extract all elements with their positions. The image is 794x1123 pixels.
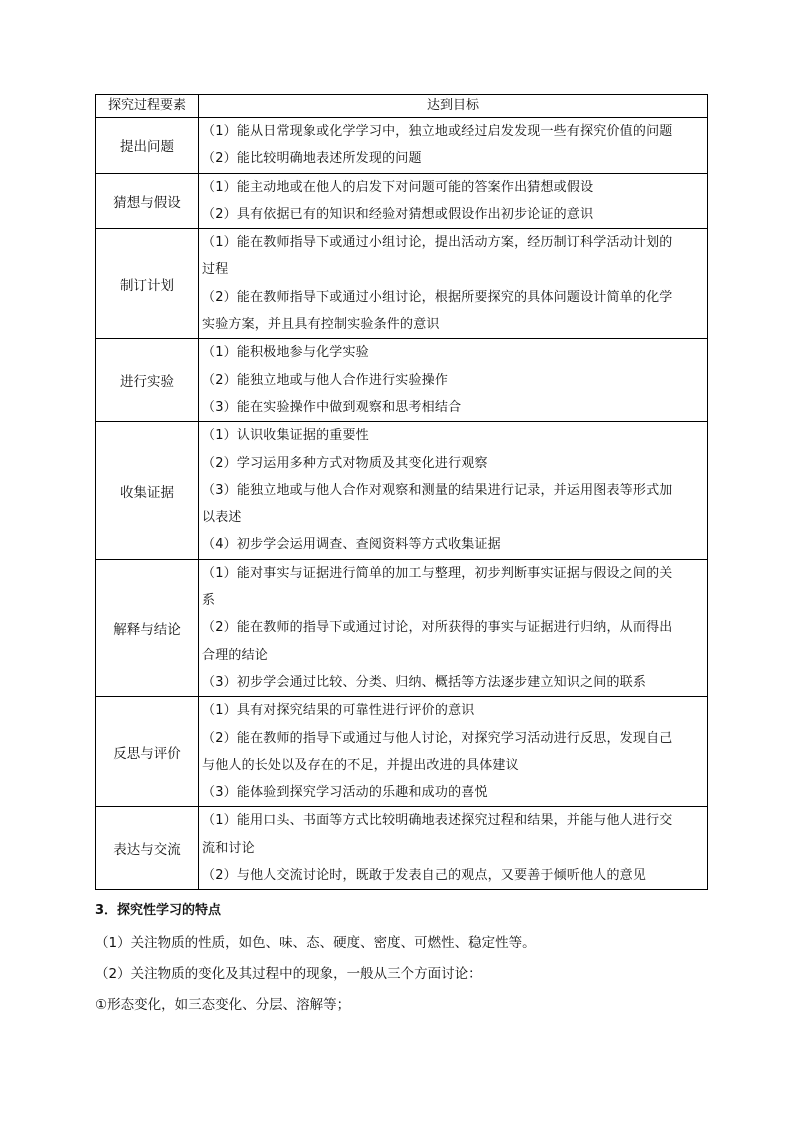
paragraph: （2）关注物质的变化及其过程中的现象，一般从三个方面讨论： (95, 966, 482, 982)
table-row (96, 229, 708, 339)
table-row (96, 173, 708, 229)
goal-line: 过程 (202, 262, 229, 278)
goal-line: （1）认识收集证据的重要性 (202, 428, 369, 444)
row-goals (199, 173, 708, 229)
goal-line: （2）能独立地或与他人合作进行实验操作 (202, 372, 449, 388)
goal-line: （2）具有依据已有的知识和经验对猜想或假设作出初步论证的意识 (202, 206, 594, 222)
goal-line: （1）能主动地或在他人的启发下对问题可能的答案作出猜想或假设 (202, 179, 594, 195)
goal-line: 以表述 (202, 510, 242, 526)
goal-line: （1）具有对探究结果的可靠性进行评价的意识 (202, 703, 475, 719)
goal-line: （2）能在教师的指导下或通过与他人讨论，对探究学习活动进行反思，发现自己 (202, 730, 673, 746)
goal-line: （1）能积极地参与化学实验 (202, 345, 369, 361)
row-goals (199, 339, 708, 422)
paragraph: （1）关注物质的性质，如色、味、态、硬度、密度、可燃性、稳定性等。 (95, 935, 536, 951)
goal-line: （1）能用口头、书面等方式比较明确地表述探究过程和结果，并能与他人进行交 (202, 813, 673, 829)
row-element: 制订计划 (96, 229, 199, 339)
row-element: 收集证据 (96, 422, 199, 559)
inquiry-goals-table (95, 94, 708, 890)
goal-line: （2）学习运用多种方式对物质及其变化进行观察 (202, 455, 488, 471)
row-goals (199, 807, 708, 890)
goal-line: （1）能对事实与证据进行简单的加工与整理，初步判断事实证据与假设之间的关 (202, 565, 673, 581)
goal-line: 与他人的长处以及存在的不足，并提出改进的具体建议 (202, 757, 519, 773)
header-goal: 达到目标 (199, 95, 708, 118)
row-goals (199, 559, 708, 696)
goal-line: （3）初步学会通过比较、分类、归纳、概括等方法逐步建立知识之间的联系 (202, 674, 647, 690)
goal-line: 流和讨论 (202, 840, 255, 856)
table-header-row (96, 95, 708, 118)
row-goals (199, 229, 708, 339)
goal-line: 实验方案，并且具有控制实验条件的意识 (202, 317, 440, 333)
table-row (96, 807, 708, 890)
goal-line: （2）能在教师指导下或通过小组讨论，根据所要探究的具体问题设计简单的化学 (202, 289, 673, 305)
table-row (96, 339, 708, 422)
goal-line: （2）与他人交流讨论时，既敢于发表自己的观点，又要善于倾听他人的意见 (202, 868, 647, 884)
goal-line: （1）能在教师指导下或通过小组讨论，提出活动方案，经历制订科学活动计划的 (202, 235, 673, 251)
table-row (96, 559, 708, 696)
section-heading: 3．探究性学习的特点 (95, 903, 222, 918)
goal-line: （1）能从日常现象或化学学习中，独立地或经过启发发现一些有探究价值的问题 (202, 124, 673, 139)
row-element: 提出问题 (96, 118, 199, 174)
goal-line: （2）能比较明确地表述所发现的问题 (202, 151, 422, 167)
goal-line: （3）能独立地或与他人合作对观察和测量的结果进行记录，并运用图表等形式加 (202, 482, 673, 498)
row-goals (199, 422, 708, 559)
table-row (96, 118, 708, 174)
goal-line: （3）能体验到探究学习活动的乐趣和成功的喜悦 (202, 785, 488, 801)
row-element: 表达与交流 (96, 807, 199, 890)
table-row (96, 697, 708, 807)
goal-line: （2）能在教师的指导下或通过讨论，对所获得的事实与证据进行归纳，从而得出 (202, 620, 673, 636)
goal-line: （4）初步学会运用调查、查阅资料等方式收集证据 (202, 537, 501, 553)
row-element: 猜想与假设 (96, 173, 199, 229)
goal-line: （3）能在实验操作中做到观察和思考相结合 (202, 399, 462, 415)
row-element: 反思与评价 (96, 697, 199, 807)
table-row (96, 422, 708, 559)
row-element: 解释与结论 (96, 559, 199, 696)
paragraph: ①形态变化，如三态变化、分层、溶解等； (95, 997, 351, 1013)
row-element: 进行实验 (96, 339, 199, 422)
row-goals (199, 118, 708, 174)
header-element: 探究过程要素 (96, 95, 199, 118)
row-goals (199, 697, 708, 807)
goal-line: 合理的结论 (202, 647, 269, 663)
goal-line: 系 (202, 593, 216, 609)
